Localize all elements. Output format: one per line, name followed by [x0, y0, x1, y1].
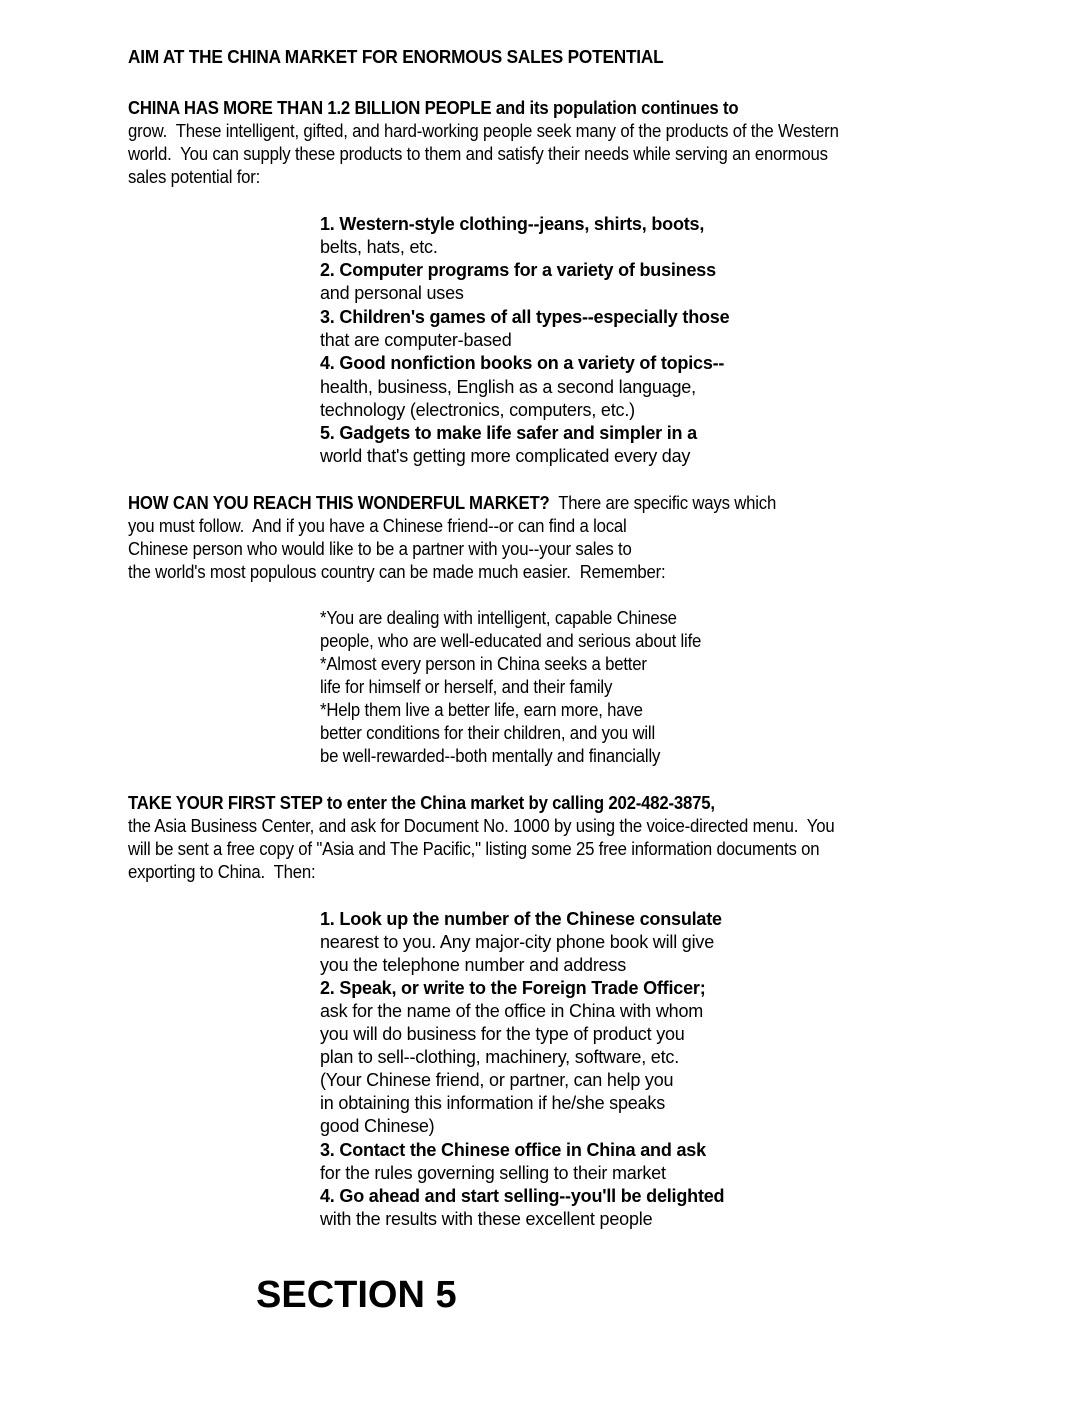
step-heading: 4. Go ahead and start selling--you'll be delighted	[320, 1186, 725, 1206]
step-text: with the results with these excellent people	[320, 1209, 653, 1229]
remember-line: life for himself or herself, and their family	[320, 677, 613, 697]
product-item-heading: 2. Computer programs for a variety of business	[320, 260, 716, 280]
reach-line: Chinese person who would like to be a partner with you--your sales to	[128, 539, 632, 559]
step-heading: 3. Contact the Chinese office in China and ask	[320, 1140, 706, 1160]
first-step-lead: TAKE YOUR FIRST STEP to enter the China market by calling 202-482-3875,	[128, 793, 715, 813]
reach-lead-rest: There are specific ways which	[549, 493, 777, 513]
reach-line: you must follow. And if you have a Chinese friend--or can find a local	[128, 516, 627, 536]
remember-line: *Help them live a better life, earn more, have	[320, 700, 643, 720]
intro-line: world. You can supply these products to them and satisfy their needs while serving an enormous	[128, 144, 828, 164]
first-step-line: the Asia Business Center, and ask for Document No. 1000 by using the voice-directed menu. You	[128, 816, 835, 836]
intro-lead: CHINA HAS MORE THAN 1.2 BILLION PEOPLE and its population continues to	[128, 98, 739, 118]
first-step-line: exporting to China. Then:	[128, 862, 316, 882]
step-text: in obtaining this information if he/she speaks	[320, 1093, 666, 1113]
reach-lead	[128, 492, 776, 515]
remember-line: better conditions for their children, and you will	[320, 723, 655, 743]
first-step-line: will be sent a free copy of "Asia and The Pacific," listing some 25 free information documents on	[128, 839, 820, 859]
step-text: (Your Chinese friend, or partner, can help you	[320, 1070, 674, 1090]
product-item-text: world that's getting more complicated every day	[320, 446, 691, 466]
reach-line: the world's most populous country can be made much easier. Remember:	[128, 562, 666, 582]
product-item-text: health, business, English as a second language,	[320, 377, 696, 397]
product-item-heading: 3. Children's games of all types--especially those	[320, 307, 730, 327]
step-heading: 2. Speak, or write to the Foreign Trade Officer;	[320, 978, 706, 998]
reach-lead-bold: HOW CAN YOU REACH THIS WONDERFUL MARKET?	[128, 493, 550, 513]
page-title: AIM AT THE CHINA MARKET FOR ENORMOUS SALES POTENTIAL	[128, 46, 664, 67]
step-text: you the telephone number and address	[320, 955, 627, 975]
step-text: you will do business for the type of product you	[320, 1024, 685, 1044]
step-text: plan to sell--clothing, machinery, software, etc.	[320, 1047, 680, 1067]
product-item-heading: 4. Good nonfiction books on a variety of topics--	[320, 353, 725, 373]
remember-line: *You are dealing with intelligent, capable Chinese	[320, 608, 677, 628]
intro-line: grow. These intelligent, gifted, and hard-working people seek many of the products of the Western	[128, 121, 839, 141]
product-item-text: and personal uses	[320, 283, 464, 303]
product-item-text: technology (electronics, computers, etc.)	[320, 400, 635, 420]
step-text: nearest to you. Any major-city phone book will give	[320, 932, 715, 952]
product-item-heading: 1. Western-style clothing--jeans, shirts, boots,	[320, 214, 705, 234]
product-item-text: that are computer-based	[320, 330, 512, 350]
remember-line: *Almost every person in China seeks a better	[320, 654, 647, 674]
section-label: SECTION 5	[256, 1274, 457, 1316]
step-text: good Chinese)	[320, 1116, 435, 1136]
intro-line: sales potential for:	[128, 167, 261, 187]
step-text: ask for the name of the office in China with whom	[320, 1001, 704, 1021]
step-heading: 1. Look up the number of the Chinese consulate	[320, 909, 722, 929]
remember-line: be well-rewarded--both mentally and financially	[320, 746, 661, 766]
product-item-text: belts, hats, etc.	[320, 237, 438, 257]
remember-line: people, who are well-educated and serious about life	[320, 631, 702, 651]
product-item-heading: 5. Gadgets to make life safer and simpler in a	[320, 423, 697, 443]
step-text: for the rules governing selling to their market	[320, 1163, 666, 1183]
